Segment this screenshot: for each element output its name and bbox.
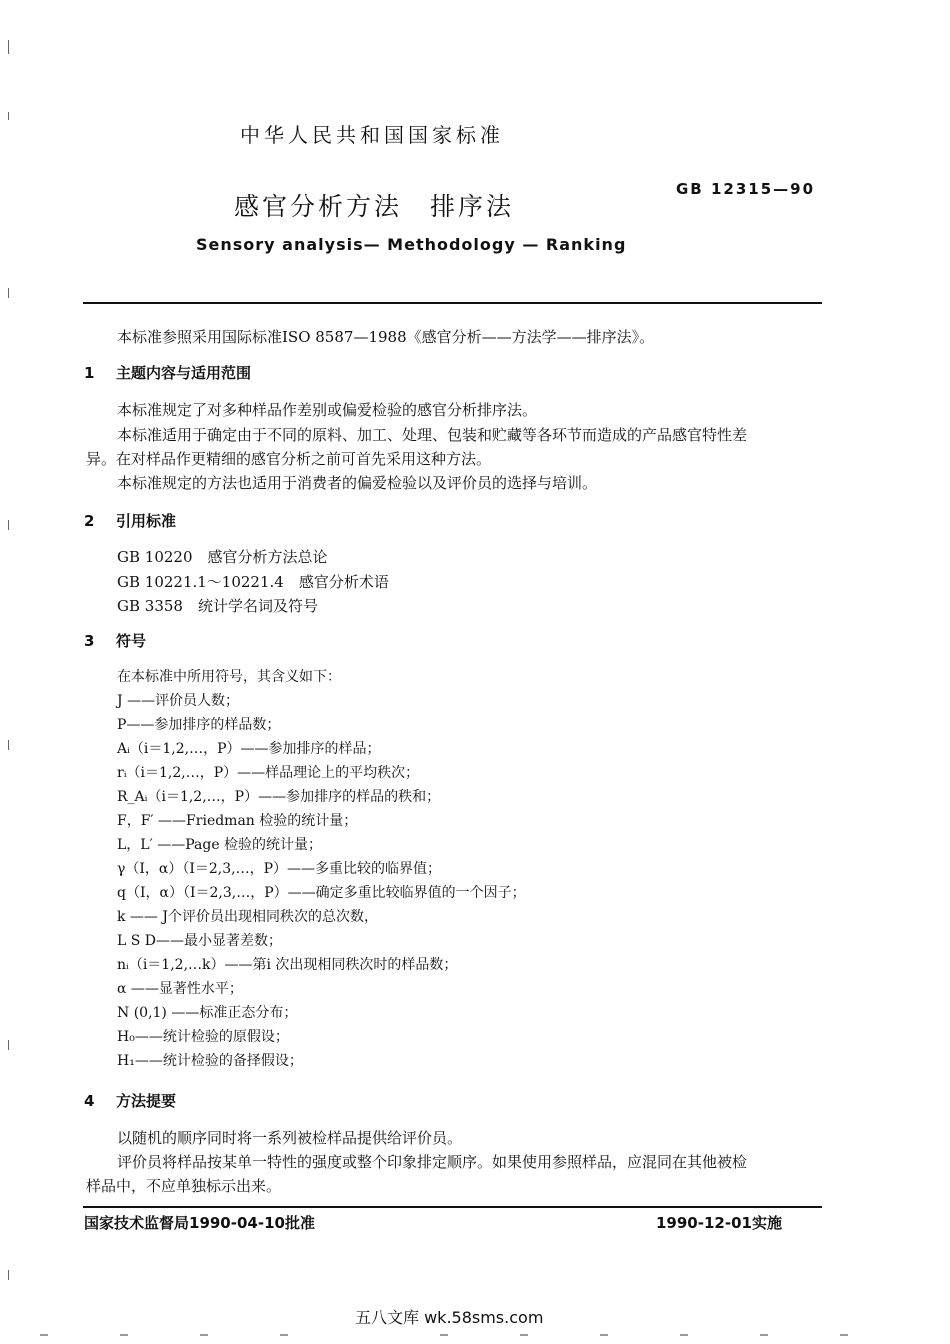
symbol-item: rᵢ（i＝1,2,…，P）——样品理论上的平均秩次； [117,765,420,781]
scan-mark [8,1040,9,1050]
symbol-item: L S D——最小显著差数； [117,933,283,949]
scan-dash [440,1334,448,1336]
adoption-note: 本标准参照采用国际标准ISO 8587—1988《感官分析——方法学——排序法》。 [117,328,655,346]
paragraph: 异。在对样品作更精细的感官分析之前可首先采用这种方法。 [86,450,492,468]
scan-dash [520,1334,528,1336]
section-number: 3 [84,632,95,650]
national-standard-heading: 中华人民共和国国家标准 [240,123,504,147]
scan-dash [120,1334,128,1336]
section-title: 方法提要 [116,1092,177,1110]
top-divider [83,302,822,304]
watermark-text: 五八文库 wk.58sms.com [355,1308,544,1327]
section-title: 主题内容与适用范围 [116,364,252,382]
standard-number: GB 12315—90 [676,180,816,198]
symbol-item: H₁——统计检验的备择假设； [117,1053,303,1069]
paragraph: 评价员将样品按某单一特性的强度或整个印象排定顺序。如果使用参照样品，应混同在其他被检 [117,1153,748,1171]
english-title: Sensory analysis— Methodology — Ranking [196,235,627,254]
symbols-intro: 在本标准中所用符号，其含义如下： [117,669,341,685]
section-1-heading [84,362,251,383]
symbol-item: N (0,1) ——标准正态分布； [117,1005,298,1021]
symbol-item: L，L′ ——Page 检验的统计量； [117,837,323,853]
scan-mark [8,520,9,530]
section-title: 引用标准 [116,512,177,530]
scan-dash [840,1334,848,1336]
section-3-heading [84,630,146,651]
page-title: 感官分析方法 排序法 [234,192,515,221]
scan-mark [8,288,9,298]
reference-item: GB 10220 感官分析方法总论 [117,548,328,566]
symbol-item: F，F′ ——Friedman 检验的统计量； [117,813,358,829]
paragraph: 本标准规定了对多种样品作差别或偏爱检验的感官分析排序法。 [117,401,538,419]
scan-dash [760,1334,768,1336]
symbol-item: γ（I，α）（I＝2,3,…，P）——多重比较的临界值； [117,861,442,877]
reference-item: GB 10221.1～10221.4 感官分析术语 [117,573,389,591]
section-title: 符号 [116,632,147,650]
section-number: 4 [84,1092,95,1110]
symbol-item: k —— J个评价员出现相同秩次的总次数， [117,909,378,925]
bottom-divider [83,1206,822,1208]
symbol-item: nᵢ（i＝1,2,…k）——第i 次出现相同秩次时的样品数； [117,957,458,973]
section-number: 1 [84,364,95,382]
symbol-item: Aᵢ（i＝1,2,…，P）——参加排序的样品； [117,741,381,757]
implementation-line: 1990-12-01实施 [656,1214,782,1232]
scan-mark [8,1270,9,1280]
section-2-heading [84,510,176,531]
paragraph: 以随机的顺序同时将一系列被检样品提供给评价员。 [117,1129,463,1147]
symbol-item: R_Aᵢ（i＝1,2,…，P）——参加排序的样品的秩和； [117,789,441,805]
paragraph: 本标准适用于确定由于不同的原料、加工、处理、包装和贮藏等各环节而造成的产品感官特性差 [117,426,748,444]
symbol-item: q（I，α）（I＝2,3,…，P）——确定多重比较临界值的一个因子； [117,885,526,901]
paragraph: 样品中，不应单独标示出来。 [86,1177,282,1195]
scan-mark [8,40,9,54]
paragraph: 本标准规定的方法也适用于消费者的偏爱检验以及评价员的选择与培训。 [117,474,598,492]
scan-dash [200,1334,208,1336]
section-4-heading [84,1090,176,1111]
section-number: 2 [84,512,95,530]
symbol-item: P——参加排序的样品数； [117,717,281,733]
symbol-item: J ——评价员人数； [117,693,240,709]
symbol-item: H₀——统计检验的原假设； [117,1029,289,1045]
symbol-item: α ——显著性水平； [117,981,243,997]
scan-mark [8,112,9,120]
scan-mark [8,740,9,750]
scan-dash [600,1334,608,1336]
scan-dash [680,1334,688,1336]
approval-line: 国家技术监督局1990-04-10批准 [84,1214,315,1232]
reference-item: GB 3358 统计学名词及符号 [117,597,318,615]
scan-dash [280,1334,288,1336]
scan-dash [40,1334,48,1336]
